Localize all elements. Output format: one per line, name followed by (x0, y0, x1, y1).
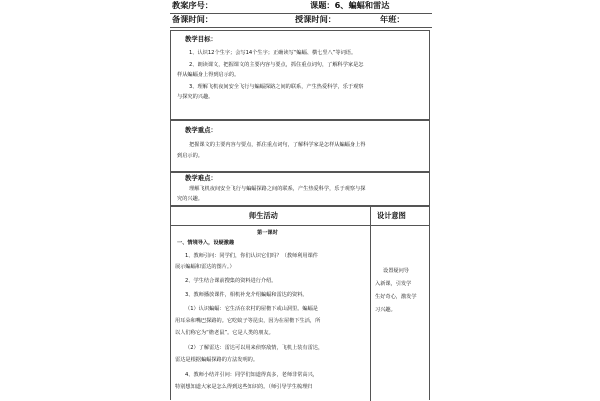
lesson-plan-page (170, 0, 432, 400)
class-label: 年班： (380, 14, 405, 24)
activities-column-header: 师生活动 (249, 211, 278, 220)
difficulty-line: 理解飞机夜间安全飞行与蝙蝠探路之间的联系，产生热爱科学，乐于观察与探 (189, 186, 366, 192)
activity-line: 用耳朵和嘴巴探路的。它吃蚊子等昆虫，因为在屋檐下生活，所 (175, 318, 321, 324)
activity-line: （2）了解雷达：雷达可以用来侦察敌情，飞机上装有雷达， (185, 345, 324, 351)
activity-line: 雷达是根据蝙蝠探路的方法发明的。 (175, 357, 259, 363)
teaching-goals-title: 教学目标： (185, 35, 217, 43)
activity-line: 3、教师播放课件，相机补充介绍蝙蝠和雷达的资料。 (185, 292, 308, 298)
period-label: 第一课时 (257, 230, 278, 236)
key-point-line: 到启示的。 (177, 153, 203, 159)
goal-line: 与探究的兴趣。 (177, 94, 214, 100)
difficulties-title: 教学难点： (185, 174, 217, 182)
teach-time-label: 授课时间： (295, 14, 336, 24)
goal-line: 2、朗读课文，把握课文的主要内容与要点，抓住重点词句，了解科学家是怎 (189, 62, 364, 68)
activity-line: 以人们称它为“檐老鼠”。它是人类的朋友。 (175, 330, 274, 336)
intent-line: 设置疑问导 (383, 268, 409, 274)
key-point-line: 把握课文的主要内容与要点，抓住重点词句，了解科学家是怎样从蝙蝠身上得 (189, 142, 366, 148)
intent-line: 入新课，引发学 (375, 281, 412, 287)
intent-line: 生好奇心，激发学 (375, 294, 417, 300)
section-heading: 一、情境导入，设疑激趣 (177, 240, 235, 246)
activities-table (170, 206, 430, 400)
activity-line: 特别想知道大家是怎么得到这些知识的。（师引导学生梳理归 (175, 384, 313, 390)
activity-line: 展示蝙蝠和雷达的图片。） (175, 264, 235, 270)
intent-line: 习兴趣。 (375, 307, 396, 313)
intent-column-header: 设计意图 (377, 211, 406, 220)
column-divider (370, 207, 371, 401)
key-points-box (170, 120, 430, 172)
topic-label: 课题：6、蝙蝠和雷达 (310, 0, 390, 10)
key-points-title: 教学重点： (185, 126, 217, 134)
prep-time-label: 备课时间： (172, 14, 213, 24)
activity-line: 2、学生结合课前搜集的资料进行介绍。 (185, 278, 277, 284)
difficulty-line: 究的兴趣。 (177, 196, 203, 202)
header-row-2 (170, 14, 432, 28)
header-row-1 (170, 0, 432, 14)
activity-line: 4、教师小结并引问：同学们知道得真多，老师非常高兴， (185, 372, 318, 378)
header-divider (171, 225, 430, 226)
activity-line: （1）认识蝙蝠：它生活在农村的屋檐下或山洞里。蝙蝠是 (185, 306, 318, 312)
lesson-no-label: 教案序号： (172, 0, 213, 10)
goal-line: 1、认识12个生字；会写14个生字；正确读写“蝙蝠、横七竖八”等词语。 (189, 50, 357, 56)
difficulties-box (170, 172, 430, 206)
goal-line: 3、理解飞机夜间安全飞行与蝙蝠探路之间的联系，产生热爱科学，乐于观察 (189, 84, 364, 90)
teaching-goals-box (170, 30, 430, 120)
activity-line: 1、教师引问：同学们，你们认识它们吗？（教师利用课件 (185, 253, 318, 259)
goal-line: 样从蝙蝠身上得到启示的。 (177, 72, 240, 78)
